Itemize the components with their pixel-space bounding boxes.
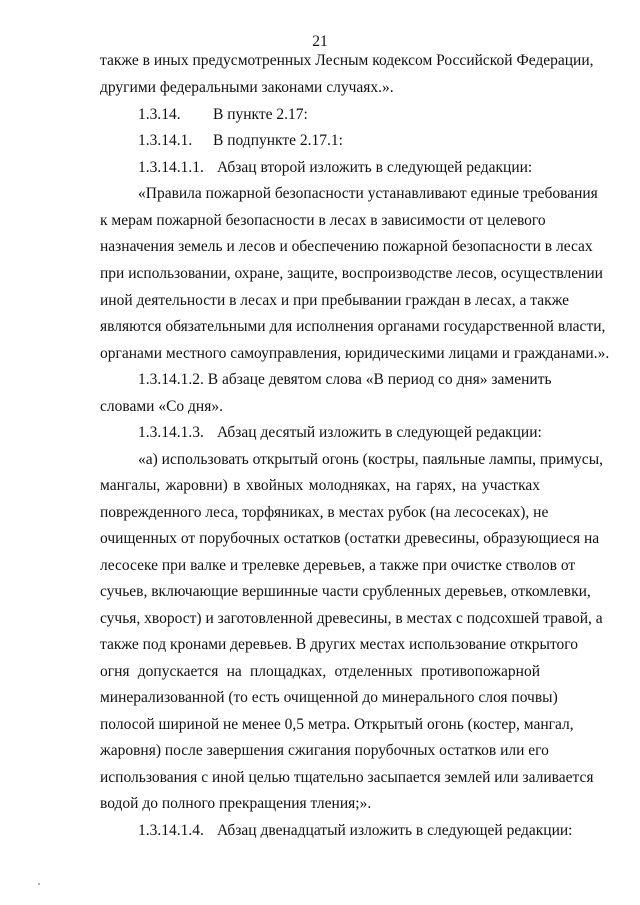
text-line: поврежденного леса, торфяниках, в местах рубок (на лесосеках), не <box>100 504 549 521</box>
scan-speck <box>38 883 40 885</box>
text-line: очищенных от порубочных остатков (остатки древесины, образующиеся на <box>100 530 600 547</box>
text-line: сучья, хворост) и заготовленной древесины, в местах с подсохшей травой, а <box>100 610 603 627</box>
text-line: жаровня) после завершения сжигания порубочных остатков или его <box>100 742 549 759</box>
text-line: огня допускается на площадках, отделенных противопожарной <box>100 663 540 680</box>
text-line: назначения земель и лесов и обеспечению пожарной безопасности в лесах <box>100 238 593 255</box>
text-line: словами «Со дня». <box>100 398 223 415</box>
clause-text: Абзац двенадцатый изложить в следующей редакции: <box>217 822 573 839</box>
clause-number: 1.3.14.1.4. <box>138 822 204 839</box>
page-number: 21 <box>312 33 328 50</box>
text-line: органами местного самоуправления, юридическими лицами и гражданами.». <box>100 345 610 362</box>
clause-text: В подпункте 2.17.1: <box>213 132 343 149</box>
clause-number: 1.3.14.1.3. <box>138 424 204 441</box>
clause-line <box>138 159 540 177</box>
text-line: мангалы, жаровни) в хвойных молодняках, на гарях, на участках <box>100 477 540 494</box>
text-line: минерализованной (то есть очищенной до минерального слоя почвы) <box>100 689 558 706</box>
text-line: также в иных предусмотренных Лесным кодексом Российской Федерации, <box>100 52 594 69</box>
text-line: также под кронами деревьев. В других местах использование открытого <box>100 636 578 653</box>
text-line: к мерам пожарной безопасности в лесах в зависимости от целевого <box>100 212 546 229</box>
text-line: являются обязательными для исполнения органами государственной власти, <box>100 318 606 335</box>
text-line: полосой шириной не менее 0,5 метра. Открытый огонь (костер, мангал, <box>100 716 574 733</box>
text-line: «а) использовать открытый огонь (костры, паяльные лампы, примусы, <box>138 451 603 468</box>
text-line: сучьев, включающие вершинные части срубленных деревьев, откомлевки, <box>100 583 591 600</box>
clause-line <box>138 424 540 442</box>
clause-number: 1.3.14.1. <box>138 132 193 149</box>
text-line: другими федеральными законами случаях.». <box>100 79 394 96</box>
clause-number: 1.3.14. <box>138 106 181 123</box>
clause-line <box>138 822 573 840</box>
clause-text: Абзац второй изложить в следующей редакции: <box>217 159 533 176</box>
text-line: использования с иной целью тщательно засыпается землей или заливается <box>100 769 594 786</box>
clause-line <box>138 132 540 150</box>
text-line: иной деятельности в лесах и при пребывании граждан в лесах, а также <box>100 292 570 309</box>
text-line: при использовании, охране, защите, воспроизводстве лесов, осуществлении <box>100 265 603 282</box>
text-line: лесосеке при валке и трелевке деревьев, а также при очистке стволов от <box>100 557 576 574</box>
text-line: 1.3.14.1.2. В абзаце девятом слова «В период со дня» заменить <box>138 371 552 388</box>
clause-number: 1.3.14.1.1. <box>138 159 204 176</box>
clause-line <box>138 106 540 124</box>
clause-text: Абзац десятый изложить в следующей редакции: <box>217 424 542 441</box>
clause-text: В пункте 2.17: <box>213 106 308 123</box>
text-line: «Правила пожарной безопасности устанавливают единые требования <box>138 185 598 202</box>
text-line: водой до полного прекращения тления;». <box>100 795 372 812</box>
